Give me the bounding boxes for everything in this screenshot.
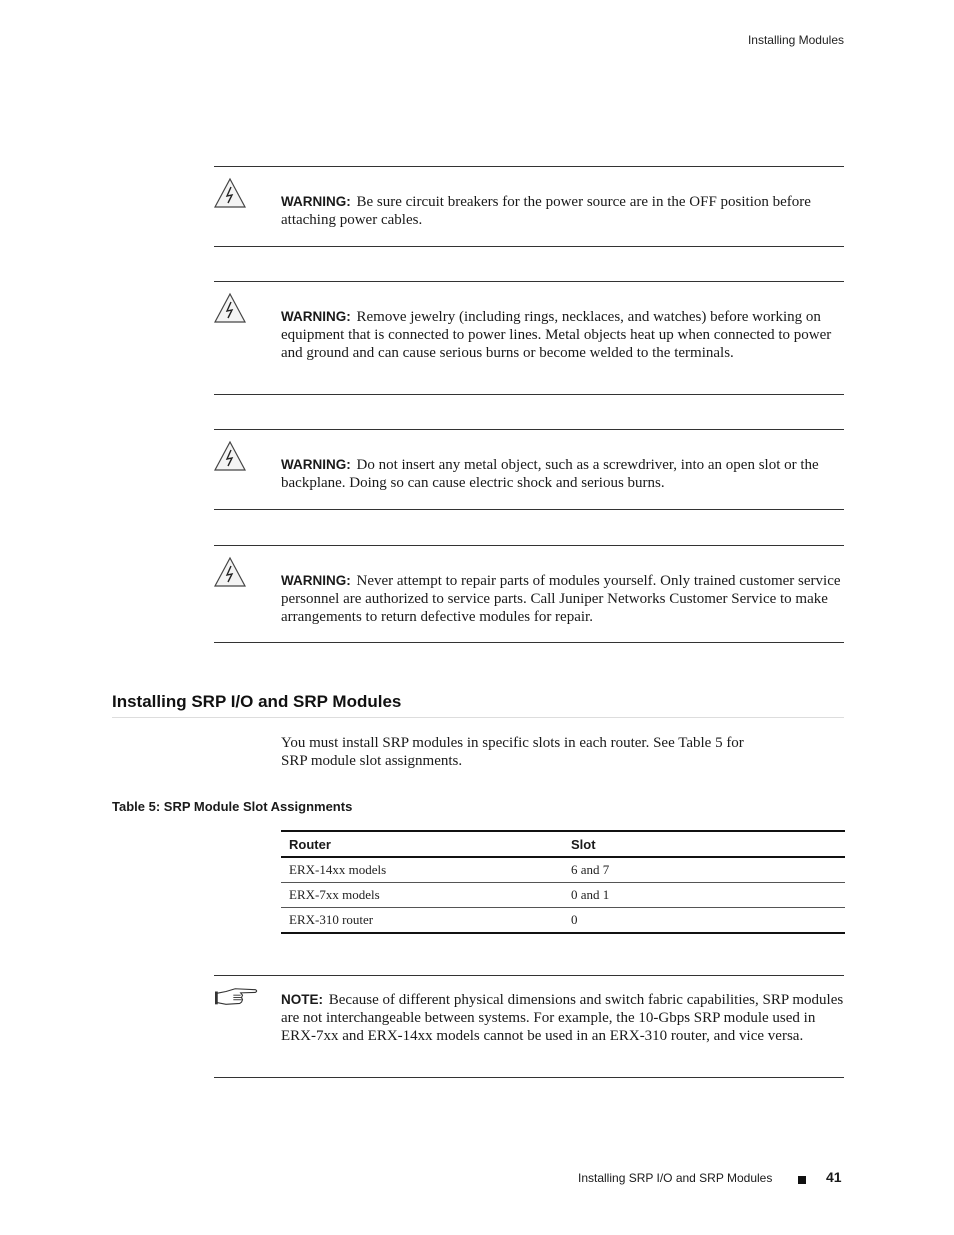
warning-triangle-icon [214, 292, 246, 324]
footer-separator-square [798, 1176, 806, 1184]
table-row [281, 908, 845, 934]
table-header-row [281, 831, 845, 857]
warning-body [281, 193, 844, 229]
slot-cell: 0 [563, 908, 845, 934]
router-cell: ERX-7xx models [281, 883, 563, 908]
warning-body [281, 456, 844, 492]
warning-callout [214, 281, 844, 395]
warning-triangle-icon [214, 440, 246, 472]
warning-callout [214, 429, 844, 510]
slot-assignment-table [281, 830, 845, 934]
footer-section-title: Installing SRP I/O and SRP Modules [578, 1171, 773, 1185]
note-text: Because of different physical dimensions and switch fabric capabilities, SRP modules are not interchangeable between systems. For example, the 10-Gbps SRP module used in ERX-7xx and ERX-14xx models cannot be used in an ERX-310 router, and vice versa. [281, 992, 844, 1044]
warning-label: WARNING: [281, 194, 351, 209]
note-label: NOTE: [281, 992, 323, 1007]
note-callout [214, 975, 844, 1078]
router-cell: ERX-14xx models [281, 857, 563, 883]
warning-text: Remove jewelry (including rings, necklaces, and watches) before working on equipment that is connected to power lines. Metal objects heat up when connected to power and ground and can cause serious burns or become welded to the terminals. [281, 309, 832, 361]
table-row [281, 883, 845, 908]
slot-cell: 0 and 1 [563, 883, 845, 908]
slot-cell: 6 and 7 [563, 857, 845, 883]
warning-callout [214, 545, 844, 643]
warning-label: WARNING: [281, 309, 351, 324]
warning-callout [214, 166, 844, 247]
note-body [281, 991, 844, 1045]
warning-text: Be sure circuit breakers for the power source are in the OFF position before attaching power cables. [281, 194, 811, 228]
warning-triangle-icon [214, 556, 246, 588]
warning-body [281, 308, 844, 362]
warning-triangle-icon [214, 177, 246, 209]
warning-label: WARNING: [281, 457, 351, 472]
warning-text: Never attempt to repair parts of modules yourself. Only trained customer service personnel are authorized to service parts. Call Juniper Networks Customer Service to make arrangements to return defective modules for repair. [281, 573, 841, 625]
router-cell: ERX-310 router [281, 908, 563, 934]
page-number: 41 [826, 1169, 842, 1185]
column-header-router: Router [281, 831, 563, 857]
pointing-hand-icon [214, 986, 260, 1008]
warning-label: WARNING: [281, 573, 351, 588]
warning-body [281, 572, 844, 626]
table-row [281, 857, 845, 883]
section-heading: Installing SRP I/O and SRP Modules [112, 692, 844, 718]
column-header-slot: Slot [563, 831, 845, 857]
running-header: Installing Modules [747, 33, 844, 47]
section-intro: You must install SRP modules in specific slots in each router. See Table 5 for SRP module slot assignments. [281, 735, 744, 769]
warning-text: Do not insert any metal object, such as a screwdriver, into an open slot or the backplane. Doing so can cause electric shock and serious burns. [281, 457, 819, 491]
table-caption: Table 5: SRP Module Slot Assignments [112, 799, 353, 814]
